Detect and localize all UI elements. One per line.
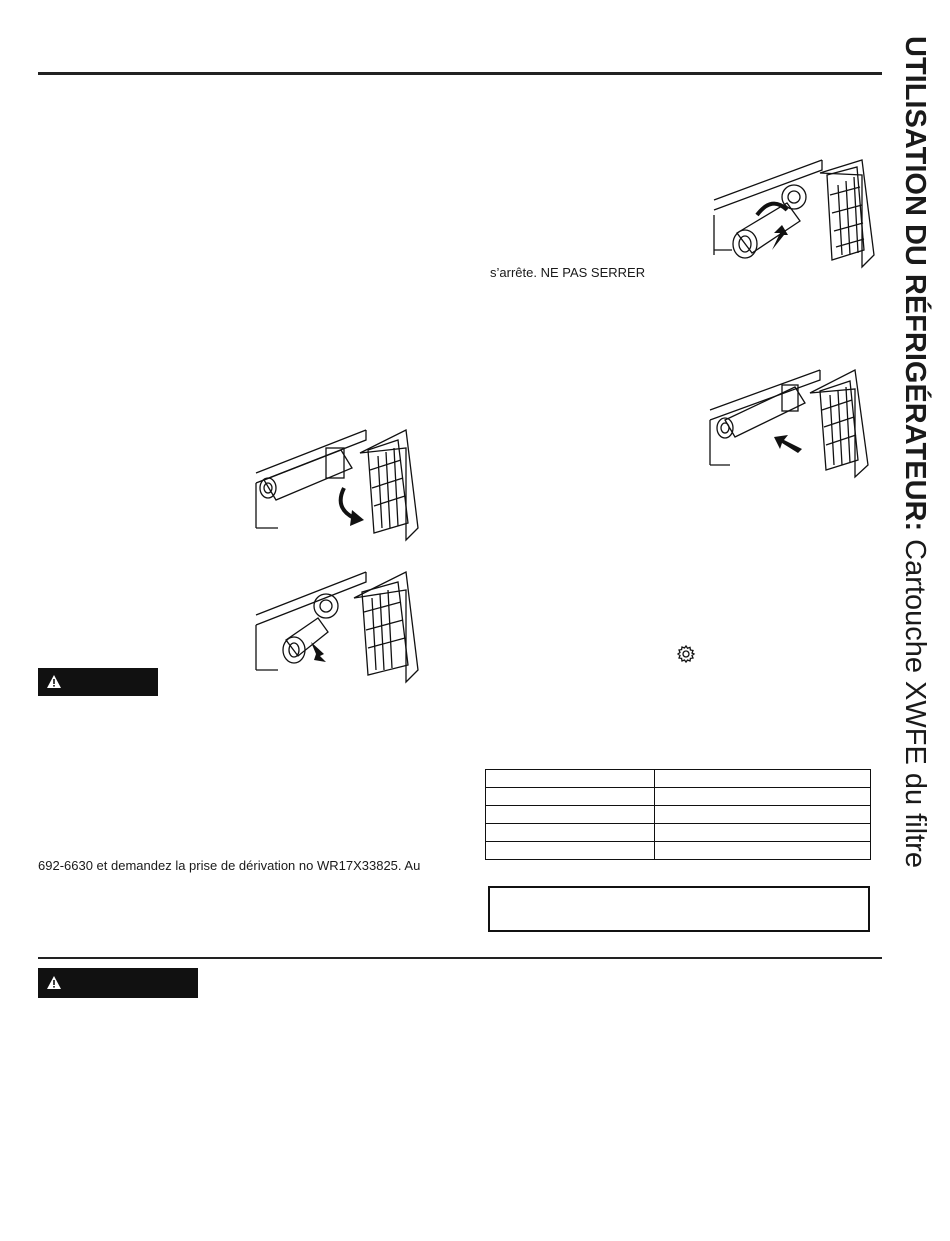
table-row — [486, 806, 871, 824]
step-text: s’arrête. NE PAS SERRER — [490, 265, 646, 280]
note-box — [488, 886, 870, 932]
top-rule — [38, 72, 882, 75]
table-row — [486, 770, 871, 788]
warning-label — [38, 668, 158, 696]
warning-triangle-icon — [46, 674, 62, 689]
straight-arrow — [774, 435, 802, 453]
side-title-light: Cartouche XWFE du filtre — [899, 531, 931, 868]
table-row — [486, 788, 871, 806]
section-rule — [38, 957, 882, 959]
table-cell — [655, 806, 871, 824]
phone-text: 692-6630 et demandez la prise de dérivation no WR17X33825. Au — [38, 858, 421, 873]
table-cell — [486, 806, 655, 824]
side-title-bold: UTILISATION DU RÉFRIGÉRATEUR: — [899, 36, 931, 532]
table-cell — [655, 824, 871, 842]
table-cell — [486, 788, 655, 806]
warning-label — [38, 968, 198, 998]
table-cell — [655, 842, 871, 860]
side-title — [883, 36, 943, 966]
figure-remove-cap — [256, 428, 421, 543]
figure-pull-out-filter — [256, 570, 421, 685]
table-cell — [486, 842, 655, 860]
figure-rotate-filter — [712, 155, 882, 275]
table-cell — [655, 788, 871, 806]
table-cell — [486, 770, 655, 788]
curved-rotate-arrow — [757, 204, 787, 215]
warning-triangle-icon — [46, 975, 62, 990]
table-row — [486, 824, 871, 842]
table-cell — [655, 770, 871, 788]
table-cell — [486, 824, 655, 842]
gear-icon — [676, 644, 696, 664]
straight-arrow — [311, 642, 326, 662]
figure-insert-filter — [710, 365, 880, 480]
filter-table — [485, 769, 871, 860]
table-row — [486, 842, 871, 860]
